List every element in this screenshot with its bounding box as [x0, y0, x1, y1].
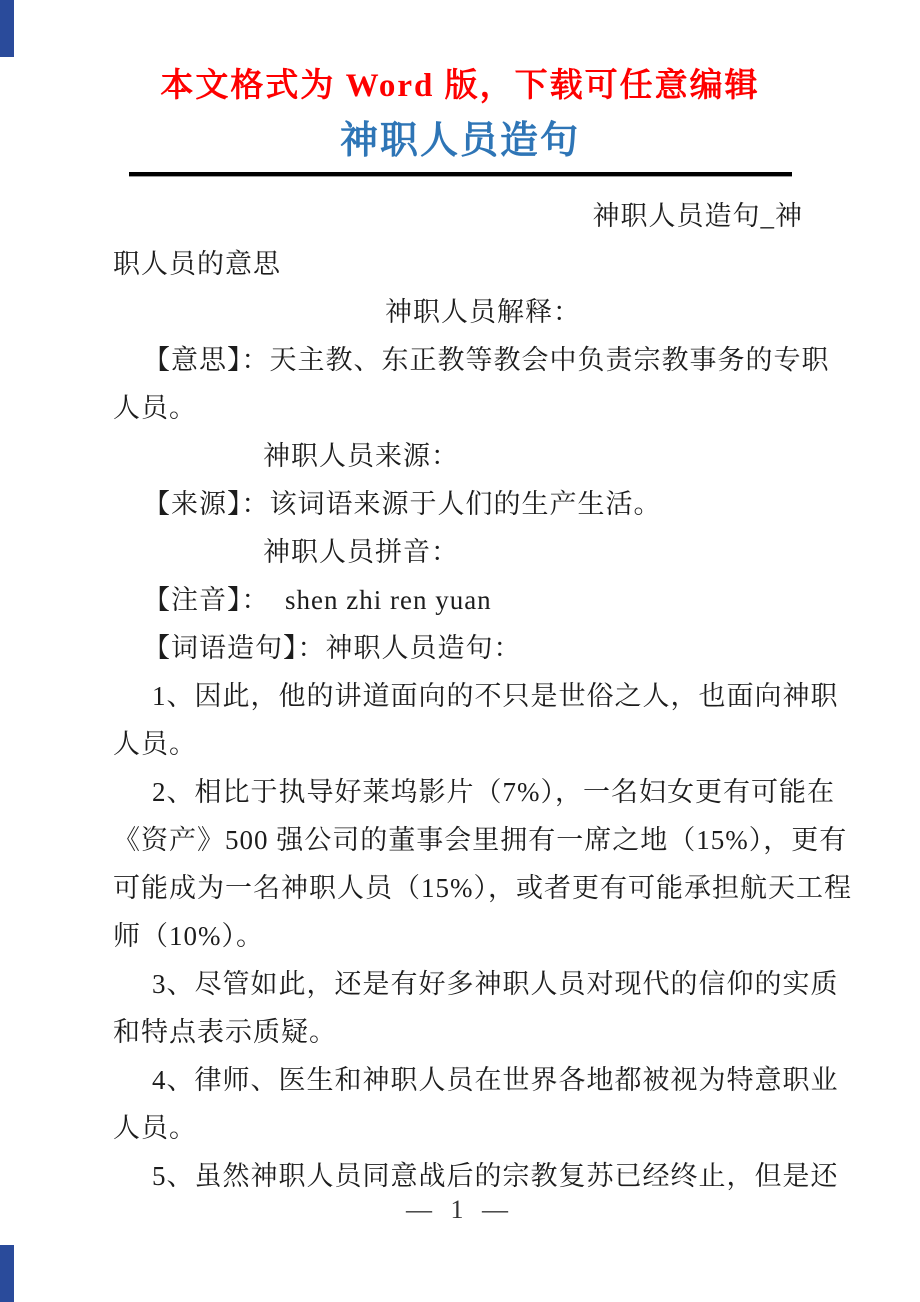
text-line: 神职人员造句_神 [592, 201, 803, 231]
text-line: 【来源】：该词语来源于人们的生产生活。 [143, 489, 662, 519]
text-line: 人员。 [113, 393, 197, 423]
text-line: 【注音】： shen zhi ren yuan [143, 585, 492, 615]
text-line: 职人员的意思 [113, 249, 281, 279]
text-line: 《资产》500 强公司的董事会里拥有一席之地（15%），更有 [113, 825, 848, 855]
text-line: 神职人员来源： [263, 441, 459, 471]
text-line: 【词语造句】：神职人员造句： [143, 633, 522, 663]
text-line: 4、律师、医生和神职人员在世界各地都被视为特意职业 [152, 1065, 839, 1095]
page-title: 神职人员造句 [339, 120, 580, 162]
page-number: — 1 — [406, 1195, 514, 1224]
corner-mark-bottom [0, 1245, 14, 1302]
text-line: 3、尽管如此，还是有好多神职人员对现代的信仰的实质 [152, 969, 839, 999]
corner-mark-top [0, 0, 14, 57]
text-line: 【意思】：天主教、东正教等教会中负责宗教事务的专职 [143, 345, 830, 375]
text-line: 2、相比于执导好莱坞影片（7%），一名妇女更有可能在 [152, 777, 835, 807]
text-line: 人员。 [113, 1113, 197, 1143]
text-line: 1、因此，他的讲道面向的不只是世俗之人，也面向神职 [152, 681, 839, 711]
text-line: 5、虽然神职人员同意战后的宗教复苏已经终止，但是还 [152, 1161, 839, 1191]
text-line: 和特点表示质疑。 [113, 1017, 337, 1047]
text-line: 人员。 [113, 729, 197, 759]
format-notice: 本文格式为 Word 版，下载可任意编辑 [160, 68, 760, 104]
document-body [113, 192, 852, 1200]
text-line: 可能成为一名神职人员（15%），或者更有可能承担航天工程 [113, 873, 852, 903]
title-divider [129, 172, 792, 177]
text-line: 神职人员拼音： [263, 537, 459, 567]
text-line: 师（10%）。 [113, 921, 264, 951]
text-line: 神职人员解释： [385, 297, 581, 327]
